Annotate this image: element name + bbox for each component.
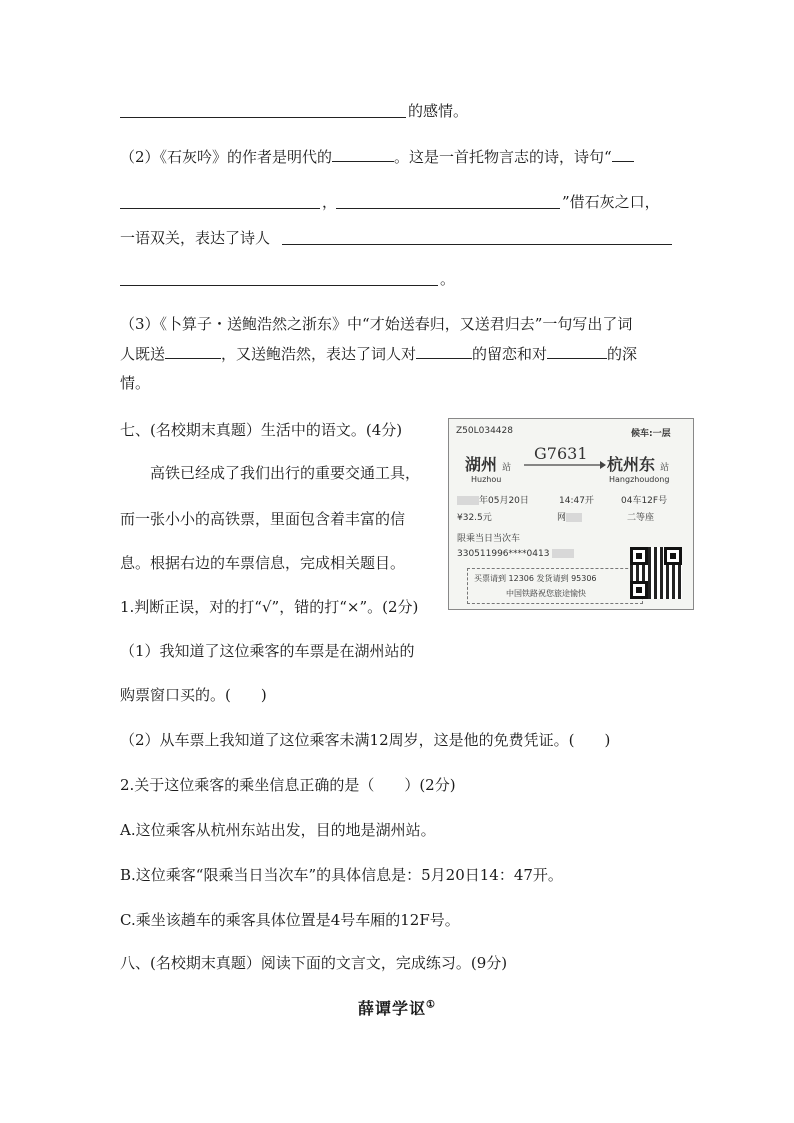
answer-blank[interactable] xyxy=(332,147,394,162)
ticket-from xyxy=(465,452,511,475)
answer-line[interactable] xyxy=(282,244,672,245)
ticket-channel: 网 xyxy=(557,513,567,523)
ticket-seat: 04车12F号 xyxy=(621,496,668,506)
answer-line[interactable] xyxy=(120,285,438,286)
from-city: 湖州 xyxy=(465,455,498,474)
answer-blank[interactable] xyxy=(612,147,634,162)
q6-2-text-c: ”借石灰之口， xyxy=(562,193,660,211)
q6-3-text-b3: 的留恋和对 xyxy=(472,345,548,363)
q7-sub1: 1.判断正误，对的打“√”，错的打“×”。(2分) xyxy=(120,598,419,616)
footnote-mark: ① xyxy=(426,999,436,1011)
q7-sub2: 2.关于这位乘客的乘坐信息正确的是（ ）(2分) xyxy=(120,776,456,794)
passage-title xyxy=(358,996,436,1019)
to-station: 站 xyxy=(660,463,670,473)
q6-2-text-b: 。这是一首托物言志的诗，诗句“ xyxy=(394,148,612,166)
train-number: G7631 xyxy=(534,444,588,463)
notice-line-2: 中国铁路祝您旅途愉快 xyxy=(506,589,586,598)
answer-line[interactable] xyxy=(336,208,560,209)
ticket-date-row xyxy=(457,493,529,506)
ticket-price: ¥32.5元 xyxy=(457,513,492,523)
answer-blank[interactable] xyxy=(547,344,607,359)
q7-intro-3: 息。根据右边的车票信息，完成相关题目。 xyxy=(120,554,406,572)
ticket-class: 二等座 xyxy=(627,513,655,523)
ticket-channel-row xyxy=(557,510,582,523)
q7-sub1-2: （2）从车票上我知道了这位乘客未满12周岁，这是他的免费凭证。( ) xyxy=(120,731,611,749)
ticket-limit: 限乘当日当次车 xyxy=(457,534,521,544)
ticket-id-row xyxy=(457,549,574,559)
answer-blank[interactable] xyxy=(416,344,472,359)
answer-line[interactable] xyxy=(120,208,320,209)
q7-intro-1: 高铁已经成了我们出行的重要交通工具， xyxy=(150,464,421,482)
q6-3-line-a: （3）《卜算子・送鲍浩然之浙东》中“才始送春归，又送君归去”一句写出了词 xyxy=(120,315,633,333)
q6-2-line-a xyxy=(120,147,634,167)
notice-line-1: 买票请到 12306 发货请到 95306 xyxy=(474,574,597,583)
ticket-code: Z50L034428 xyxy=(456,426,513,436)
option-b[interactable]: B.这位乘客“限乘当日当次车”的具体信息是：5月20日14：47开。 xyxy=(120,866,563,884)
arrow-icon xyxy=(524,461,606,469)
q6-3-text-b4: 的深 xyxy=(607,345,638,363)
q6-2-end: 。 xyxy=(440,270,456,288)
ticket-time: 14:47开 xyxy=(559,496,594,506)
q6-3-line-b xyxy=(120,344,637,364)
option-c[interactable]: C.乘坐该趟车的乘客具体位置是4号车厢的12F号。 xyxy=(120,911,460,929)
redacted-mark xyxy=(552,549,574,558)
q6-3-text-b1: 人既送 xyxy=(120,345,166,363)
q6-3-text-b2: ，又送鲍浩然，表达了词人对 xyxy=(221,345,417,363)
q6-2-comma: ， xyxy=(322,193,338,211)
to-city: 杭州东 xyxy=(607,455,656,474)
ticket-date: 年05月20日 xyxy=(479,496,529,506)
from-station: 站 xyxy=(502,463,512,473)
redacted-mark xyxy=(566,513,582,522)
q6-2-text-d: 一语双关，表达了诗人 xyxy=(120,229,271,247)
train-ticket xyxy=(448,418,694,610)
line1-suffix: 的感情。 xyxy=(408,102,469,120)
q8-heading: 八、(名校期末真题）阅读下面的文言文，完成练习。(9分) xyxy=(120,954,508,972)
ticket-notice xyxy=(467,568,643,604)
ticket-to xyxy=(607,452,669,475)
answer-blank[interactable] xyxy=(165,344,221,359)
qr-code-icon xyxy=(630,547,682,599)
q7-intro-2: 而一张小小的高铁票，里面包含着丰富的信 xyxy=(120,510,406,528)
redacted-mark xyxy=(457,496,479,505)
ticket-id: 330511996****0413 xyxy=(457,549,550,559)
answer-line[interactable] xyxy=(120,117,406,118)
from-pinyin: Huzhou xyxy=(471,475,502,484)
q6-2-text-a: （2）《石灰吟》的作者是明代的 xyxy=(120,148,333,166)
ticket-waiting: 候车:一层 xyxy=(631,429,671,439)
q6-3-line-c: 情。 xyxy=(120,374,151,392)
passage-title-text: 薛谭学讴 xyxy=(358,999,427,1018)
q7-heading: 七、(名校期末真题）生活中的语文。(4分) xyxy=(120,421,403,439)
q7-sub1-1b: 购票窗口买的。( ) xyxy=(120,686,267,704)
option-a[interactable]: A.这位乘客从杭州东站出发，目的地是湖州站。 xyxy=(120,821,436,839)
to-pinyin: Hangzhoudong xyxy=(609,475,670,484)
q7-sub1-1a: （1）我知道了这位乘客的车票是在湖州站的 xyxy=(120,642,415,660)
